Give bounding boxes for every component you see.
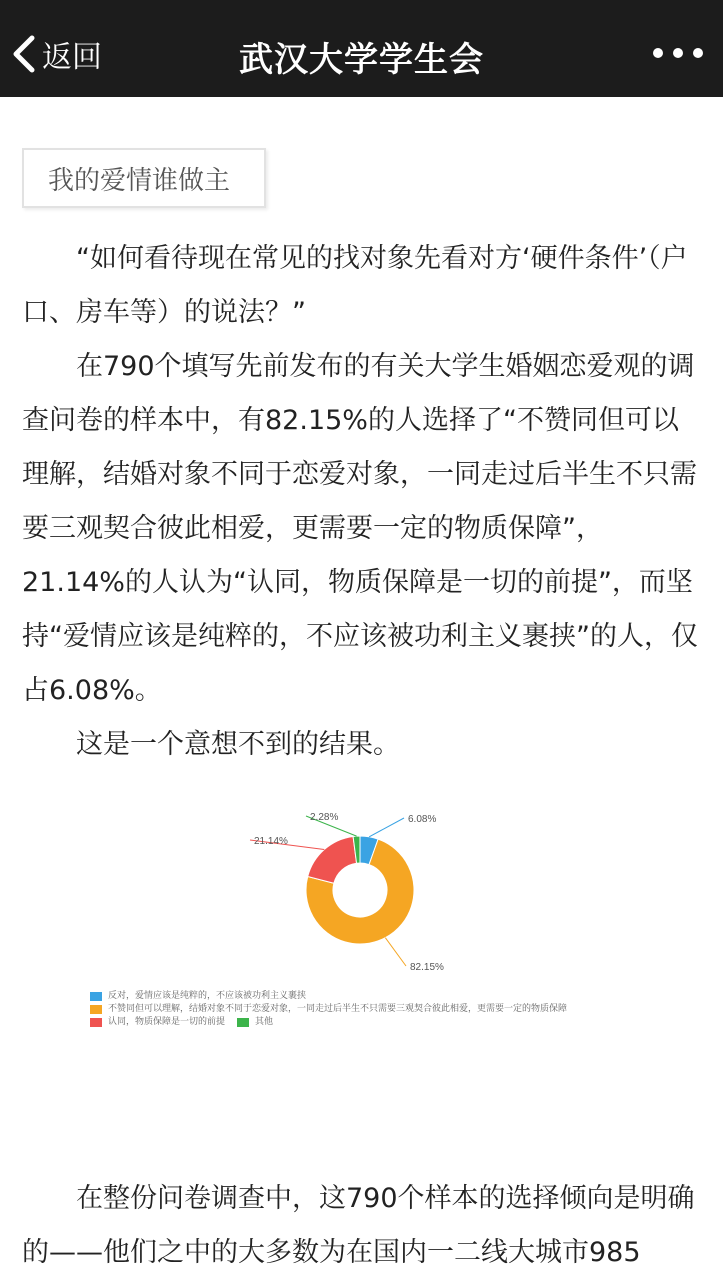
more-dots-icon [673,48,683,58]
legend-item [90,1016,225,1028]
legend-item [237,1016,273,1028]
chart-legend [90,990,670,1029]
more-dots-icon [653,48,663,58]
slice-leader-line [385,938,406,966]
legend-row [90,1016,670,1028]
pie-slice [308,836,357,883]
slice-data-label: 82.15% [410,962,444,973]
more-dots-icon [693,48,703,58]
slice-data-label: 2.28% [310,812,339,823]
article-body-bottom [22,1172,702,1280]
legend-item [90,990,306,1002]
article-paragraph: 这是一个意想不到的结果。 [76,729,400,760]
nav-bar [0,0,723,97]
more-options-button[interactable] [653,38,703,68]
legend-swatch [90,1018,102,1027]
section-title: 我的爱情谁做主 [48,165,231,196]
article-paragraph: 在整份问卷调查中，这790个样本的选择倾向是明确的——他们之中的大多数为在国内一二线大城市985 [22,1183,695,1268]
slice-leader-line [369,818,404,837]
donut-chart-svg [80,790,640,990]
legend-swatch [90,992,102,1001]
article-paragraph: 在790个填写先前发布的有关大学生婚姻恋爱观的调查问卷的样本中，有82.15%的人选择了“不赞同但可以理解，结婚对象不同于恋爱对象，一同走过后半生不只需要三观契合彼此相爱，更需要一定的物质保障”，21.14%的人认为“认同，物质保障是一切的前提”，而坚持“爱情应该是纯粹的，不应该被功利主义裹挟”的人，仅占6.08%。 [22,351,698,706]
legend-swatch [90,1005,102,1014]
article-body [22,232,702,772]
slice-data-label: 6.08% [408,814,437,825]
slice-data-label: 21.14% [254,836,288,847]
section-title-box [22,148,266,208]
page-title: 武汉大学学生会 [239,40,484,80]
article-paragraph: “如何看待现在常见的找对象先看对方‘硬件条件’（户口、房车等）的说法？” [22,243,688,328]
legend-row [90,990,670,1002]
legend-label: 反对，爱情应该是纯粹的，不应该被功利主义裹挟 [108,991,307,1001]
legend-label: 不赞同但可以理解，结婚对象不同于恋爱对象，一同走过后半生不只需要三观契合彼此相爱，更需要一定的物质保障 [108,1004,568,1014]
legend-row [90,1003,670,1015]
legend-swatch [237,1018,249,1027]
legend-label: 认同，物质保障是一切的前提 [108,1017,226,1027]
legend-item [90,1003,567,1015]
legend-label: 其他 [255,1017,274,1027]
back-label: 返回 [42,40,102,75]
